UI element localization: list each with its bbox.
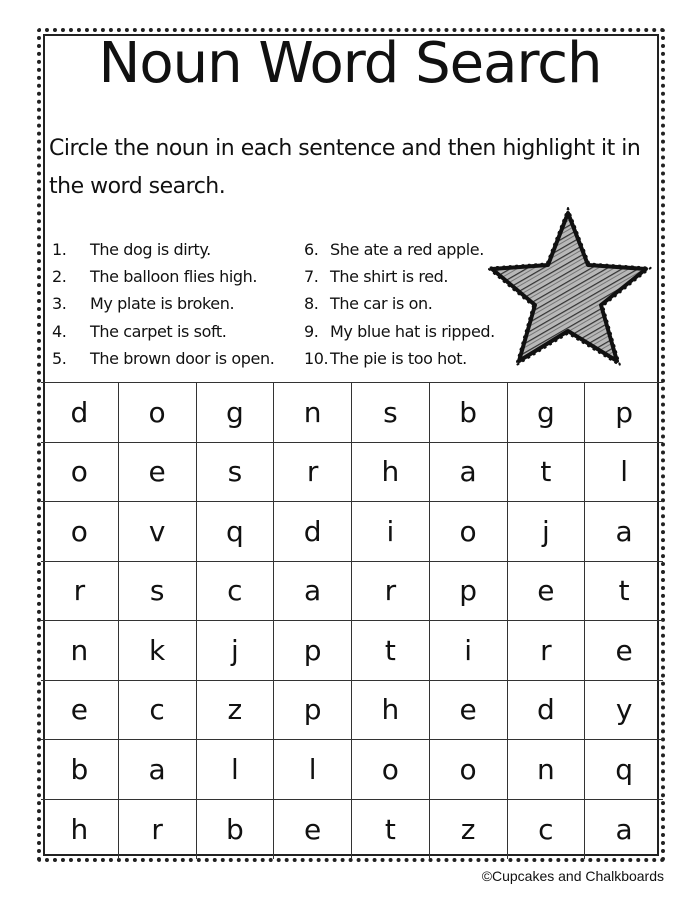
grid-cell: s xyxy=(197,443,275,503)
grid-cell: o xyxy=(41,502,119,562)
grid-cell: g xyxy=(508,383,586,443)
grid-cell: t xyxy=(508,443,586,503)
sentence-item xyxy=(304,318,495,345)
sentence-text: The pie is too hot. xyxy=(330,348,467,368)
grid-cell: c xyxy=(197,562,275,622)
grid-cell: e xyxy=(119,443,197,503)
grid-cell: h xyxy=(41,800,119,860)
page-title: Noun Word Search xyxy=(98,31,602,96)
grid-cell: b xyxy=(41,740,119,800)
grid-cell: z xyxy=(430,800,508,860)
grid-cell: k xyxy=(119,621,197,681)
grid-cell: h xyxy=(352,681,430,741)
sentence-list-left xyxy=(52,236,274,372)
sentence-item xyxy=(304,345,495,372)
sentence-item xyxy=(52,236,274,263)
grid-cell: s xyxy=(352,383,430,443)
grid-cell: e xyxy=(274,800,352,860)
grid-cell: p xyxy=(274,621,352,681)
sentence-number: 8. xyxy=(304,294,319,314)
grid-cell: o xyxy=(119,383,197,443)
grid-cell: c xyxy=(119,681,197,741)
grid-cell: i xyxy=(352,502,430,562)
sentence-number: 9. xyxy=(304,321,319,341)
grid-cell: s xyxy=(119,562,197,622)
grid-cell: c xyxy=(508,800,586,860)
sentence-text: The carpet is soft. xyxy=(90,321,227,341)
grid-cell: r xyxy=(274,443,352,503)
star-icon xyxy=(488,207,653,367)
sentence-number: 5. xyxy=(52,348,67,368)
grid-cell: j xyxy=(508,502,586,562)
grid-cell: n xyxy=(41,621,119,681)
grid-cell: o xyxy=(430,502,508,562)
grid-cell: i xyxy=(430,621,508,681)
sentence-number: 1. xyxy=(52,240,67,259)
sentence-text: The shirt is red. xyxy=(330,267,449,287)
sentence-text: The brown door is open. xyxy=(90,348,275,368)
grid-cell: v xyxy=(119,502,197,562)
sentence-number: 2. xyxy=(52,267,67,287)
grid-cell: g xyxy=(197,383,275,443)
grid-cell: e xyxy=(41,681,119,741)
grid-cell: d xyxy=(508,681,586,741)
grid-cell: t xyxy=(352,621,430,681)
sentence-number: 10. xyxy=(304,348,329,368)
grid-cell: r xyxy=(508,621,586,681)
grid-cell: l xyxy=(197,740,275,800)
grid-cell: z xyxy=(197,681,275,741)
word-search-grid xyxy=(41,382,663,859)
instructions: Circle the noun in each sentence and then highlight it in the word search. xyxy=(49,136,641,199)
sentence-number: 6. xyxy=(304,240,319,259)
grid-cell: r xyxy=(41,562,119,622)
grid-cell: o xyxy=(430,740,508,800)
grid-cell: r xyxy=(119,800,197,860)
grid-cell: b xyxy=(197,800,275,860)
grid-cell: q xyxy=(197,502,275,562)
grid-cell: y xyxy=(585,681,663,741)
grid-cell: d xyxy=(41,383,119,443)
grid-cell: n xyxy=(508,740,586,800)
grid-cell: e xyxy=(508,562,586,622)
grid-cell: a xyxy=(119,740,197,800)
sentence-item xyxy=(304,290,495,317)
grid-cell: t xyxy=(585,562,663,622)
sentence-number: 4. xyxy=(52,321,67,341)
grid-cell: d xyxy=(274,502,352,562)
grid-cell: a xyxy=(430,443,508,503)
sentence-item xyxy=(304,236,495,263)
grid-cell: l xyxy=(274,740,352,800)
sentence-text: The car is on. xyxy=(330,294,433,314)
grid-cell: p xyxy=(585,383,663,443)
sentence-text: The balloon flies high. xyxy=(90,267,258,287)
sentence-item xyxy=(304,263,495,290)
grid-cell: r xyxy=(352,562,430,622)
grid-cell: a xyxy=(585,502,663,562)
sentence-item xyxy=(52,290,274,317)
sentence-item xyxy=(52,263,274,290)
sentence-number: 7. xyxy=(304,267,319,287)
grid-cell: n xyxy=(274,383,352,443)
sentence-text: My plate is broken. xyxy=(90,294,235,314)
grid-cell: p xyxy=(430,562,508,622)
sentence-list-right xyxy=(304,236,495,372)
grid-cell: e xyxy=(585,621,663,681)
grid-cell: o xyxy=(352,740,430,800)
grid-cell: b xyxy=(430,383,508,443)
grid-cell: p xyxy=(274,681,352,741)
sentence-number: 3. xyxy=(52,294,67,314)
grid-cell: a xyxy=(615,812,633,846)
grid-cell: o xyxy=(41,443,119,503)
sentence-text: The dog is dirty. xyxy=(90,240,211,259)
sentence-text: She ate a red apple. xyxy=(330,240,484,259)
sentence-text: My blue hat is ripped. xyxy=(330,321,495,341)
grid-cell: e xyxy=(430,681,508,741)
grid-cell: q xyxy=(585,740,663,800)
grid-cell: a xyxy=(274,562,352,622)
grid-cell: t xyxy=(352,800,430,860)
grid-cell: l xyxy=(585,443,663,503)
sentence-item xyxy=(52,345,274,372)
copyright-text: ©Cupcakes and Chalkboards xyxy=(481,868,664,884)
grid-cell: h xyxy=(352,443,430,503)
sentence-item xyxy=(52,318,274,345)
grid-cell: j xyxy=(197,621,275,681)
